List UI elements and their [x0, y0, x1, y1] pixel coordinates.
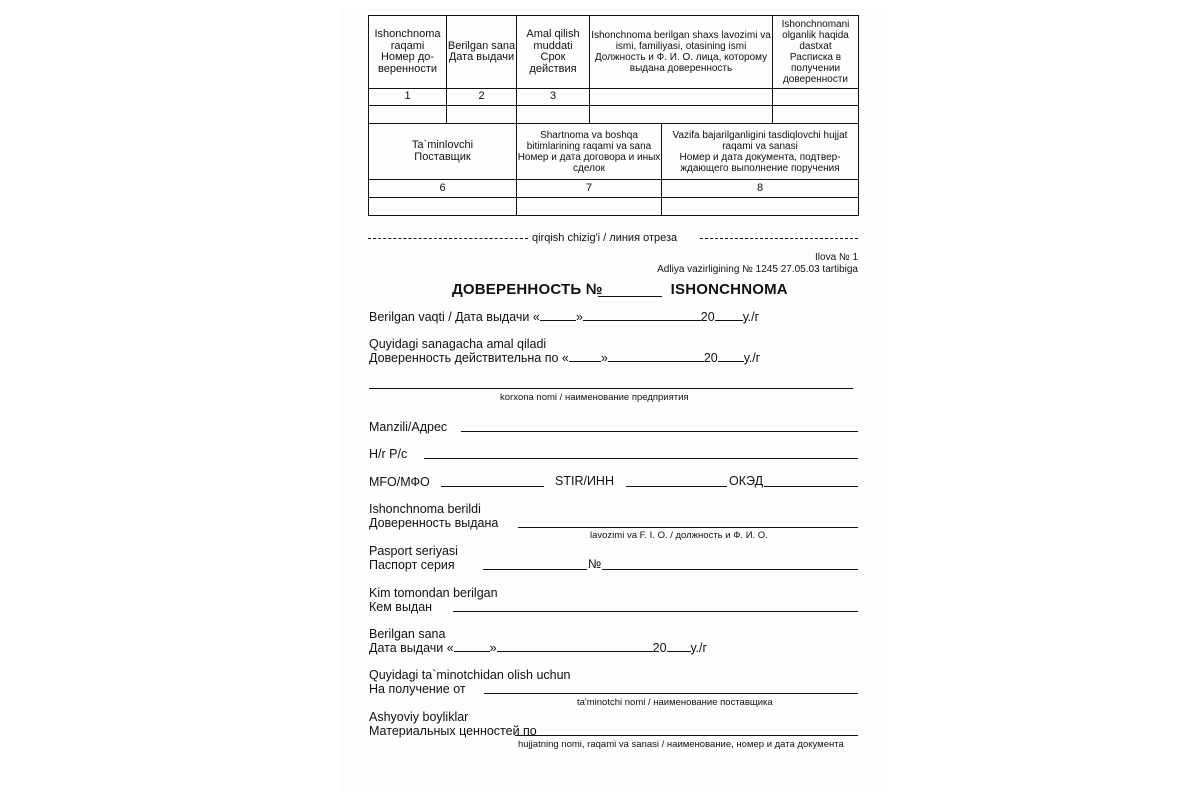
enterprise-name-hint: korxona nomi / наименование предприятия [500, 392, 689, 403]
column-number: 2 [447, 89, 517, 106]
issued-to-field[interactable] [518, 527, 858, 528]
header-cell-number: Ishonchnoma raqami Номер до-веренности [369, 16, 447, 89]
issued-to-hint: lavozimi va F. I. O. / должность и Ф. И. О. [590, 530, 768, 541]
mfo-label: МFО/МФО [369, 475, 430, 489]
valid-until-label: Доверенность действительна по « » 20 у./г [369, 351, 761, 365]
account-field[interactable] [424, 458, 858, 459]
receive-from-label: На получение от [369, 682, 466, 696]
supplier-field[interactable] [484, 693, 858, 694]
document-hint: hujjatning nomi, raqami va sanasi / наименование, номер и дата документа [518, 739, 844, 750]
header-cell-document: Vazifa bajarilganligini tasdiqlovchi hujjat raqami va sanasi Номер и дата документа, подтвер-ждающего выполнение поручения [662, 124, 859, 180]
mfo-field[interactable] [441, 486, 544, 487]
issued-by-field[interactable] [453, 611, 858, 612]
passport-number-field[interactable] [602, 569, 858, 570]
address-field[interactable] [461, 431, 858, 432]
issued-by-uz: Kim tomondan berilgan [369, 586, 498, 600]
header-cell-date: Berilgan sana Дата выдачи [447, 16, 517, 89]
receive-from-uz: Quyidagi ta`minotchidan olish uchun [369, 668, 571, 682]
valuables-uz: Ashyoviy boyliklar [369, 710, 469, 724]
cut-line-right [700, 238, 858, 239]
account-label: H/r Р/с [369, 447, 408, 461]
issued-by-label: Кем выдан [369, 600, 433, 614]
column-number: 8 [662, 180, 859, 198]
passport-series-label: Паспорт серия [369, 558, 455, 572]
okad-field[interactable] [764, 486, 858, 487]
ministry-order-label: Adliya vazirligining № 1245 27.05.03 tartibiga [657, 264, 858, 275]
header-cell-contract: Shartnoma va boshqa bitimlarining raqami va sana Номер и дата договора и иных сделок [517, 124, 662, 180]
column-number: 3 [517, 89, 590, 106]
header-cell-person: Ishonchnoma berilgan shaxs lavozimi va ismi, familiyasi, otasining ismi Должность и Ф. И. О. лица, которому выдана доверенность [590, 16, 773, 89]
table-cell[interactable] [590, 106, 773, 124]
table-cell[interactable] [773, 106, 859, 124]
valuables-label: Материальных ценностей по [369, 724, 537, 738]
valid-until-uz: Quyidagi sanagacha amal qiladi [369, 337, 547, 351]
enterprise-name-line[interactable] [369, 388, 853, 389]
registration-table [368, 15, 859, 216]
header-cell-receipt: Ishonchnomani olganlik haqida dastxat Расписка в получении доверенности [773, 16, 859, 89]
table-cell[interactable] [369, 198, 517, 216]
table-cell[interactable] [447, 106, 517, 124]
given-date-uz: Berilgan sana [369, 627, 446, 641]
table-cell[interactable] [662, 198, 859, 216]
table-cell[interactable] [369, 106, 447, 124]
issued-to-label: Доверенность выдана [369, 516, 499, 530]
given-date-label: Дата выдачи « » 20 у./г [369, 641, 708, 655]
title-number-line[interactable] [598, 296, 662, 297]
stir-label: STIR/ИНН [555, 474, 614, 488]
header-cell-validity: Amal qilish muddati Срок действия [517, 16, 590, 89]
cut-line-left [368, 238, 528, 239]
passport-number-label: № [588, 557, 602, 571]
address-label: Manzili/Адрес [369, 420, 448, 434]
appendix-label: Ilova № 1 [815, 252, 858, 263]
issued-to-uz: Ishonchnoma berildi [369, 502, 481, 516]
table-cell[interactable] [517, 106, 590, 124]
stir-field[interactable] [626, 486, 727, 487]
column-number: 6 [369, 180, 517, 198]
supplier-hint: ta'minotchi nomi / наименование поставщика [577, 697, 773, 708]
document-field[interactable] [515, 735, 858, 736]
column-number: 7 [517, 180, 662, 198]
table-cell[interactable] [517, 198, 662, 216]
table-cell [590, 89, 773, 106]
header-cell-supplier: Ta`minlovchi Поставщик [369, 124, 517, 180]
okad-label: ОКЭД [729, 474, 764, 488]
passport-uz: Pasport seriyasi [369, 544, 458, 558]
column-number: 1 [369, 89, 447, 106]
table-cell [773, 89, 859, 106]
passport-series-field[interactable] [483, 569, 587, 570]
issue-date-label: Berilgan vaqti / Дата выдачи « » 20 у./г [369, 310, 760, 324]
cut-line-label: qirqish chizig'i / линия отреза [532, 232, 678, 244]
page-title: ДОВЕРЕННОСТЬ № ISHONCHNOMA [452, 281, 788, 298]
